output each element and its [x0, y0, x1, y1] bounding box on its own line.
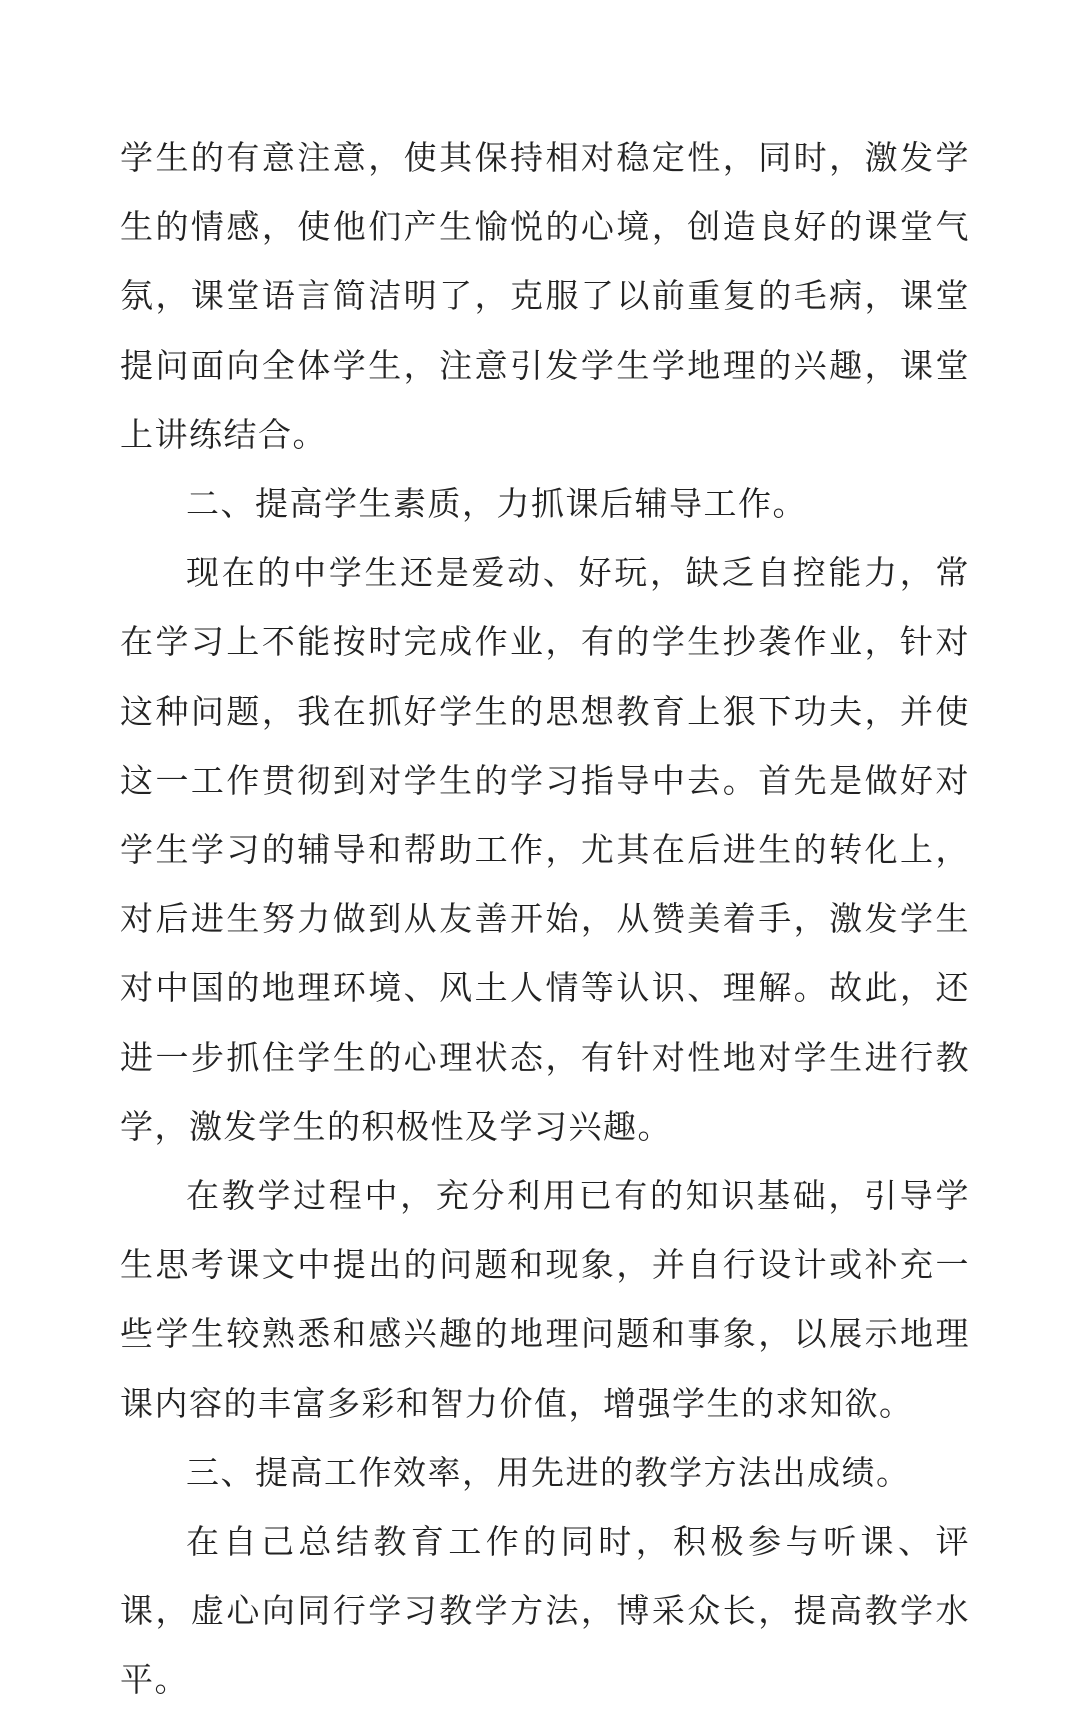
- section-heading-three: 三、提高工作效率，用先进的教学方法出成绩。: [186, 1452, 911, 1492]
- paragraph-self-improvement: 在自己总结教育工作的同时，积极参与听课、评课，虚心向同行学习教学方法，博采众长，提高教学水平。: [120, 1522, 970, 1700]
- paragraph-teaching-process: 在教学过程中，充分利用已有的知识基础，引导学生思考课文中提出的问题和现象，并自行设计或补充一些学生较熟悉和感兴趣的地理问题和事象，以展示地理课内容的丰富多彩和智力价值，增强学生的求知欲。: [120, 1176, 970, 1423]
- paragraph-continuation: 学生的有意注意，使其保持相对稳定性，同时，激发学生的情感，使他们产生愉悦的心境，创造良好的课堂气氛，课堂语言简洁明了，克服了以前重复的毛病，课堂提问面向全体学生，注意引发学生学地理的兴趣，课堂上讲练结合。: [120, 138, 970, 454]
- paragraph-student-guidance: 现在的中学生还是爱动、好玩，缺乏自控能力，常在学习上不能按时完成作业，有的学生抄袭作业，针对这种问题，我在抓好学生的思想教育上狠下功夫，并使这一工作贯彻到对学生的学习指导中去。首先是做好对学生学习的辅导和帮助工作，尤其在后进生的转化上，对后进生努力做到从友善开始，从赞美着手，激发学生对中国的地理环境、风土人情等认识、理解。故此，还进一步抓住学生的心理状态，有针对性地对学生进行教学，激发学生的积极性及学习兴趣。: [120, 553, 970, 1146]
- section-heading-two: 二、提高学生素质，力抓课后辅导工作。: [186, 484, 807, 524]
- document-body: [120, 123, 970, 1715]
